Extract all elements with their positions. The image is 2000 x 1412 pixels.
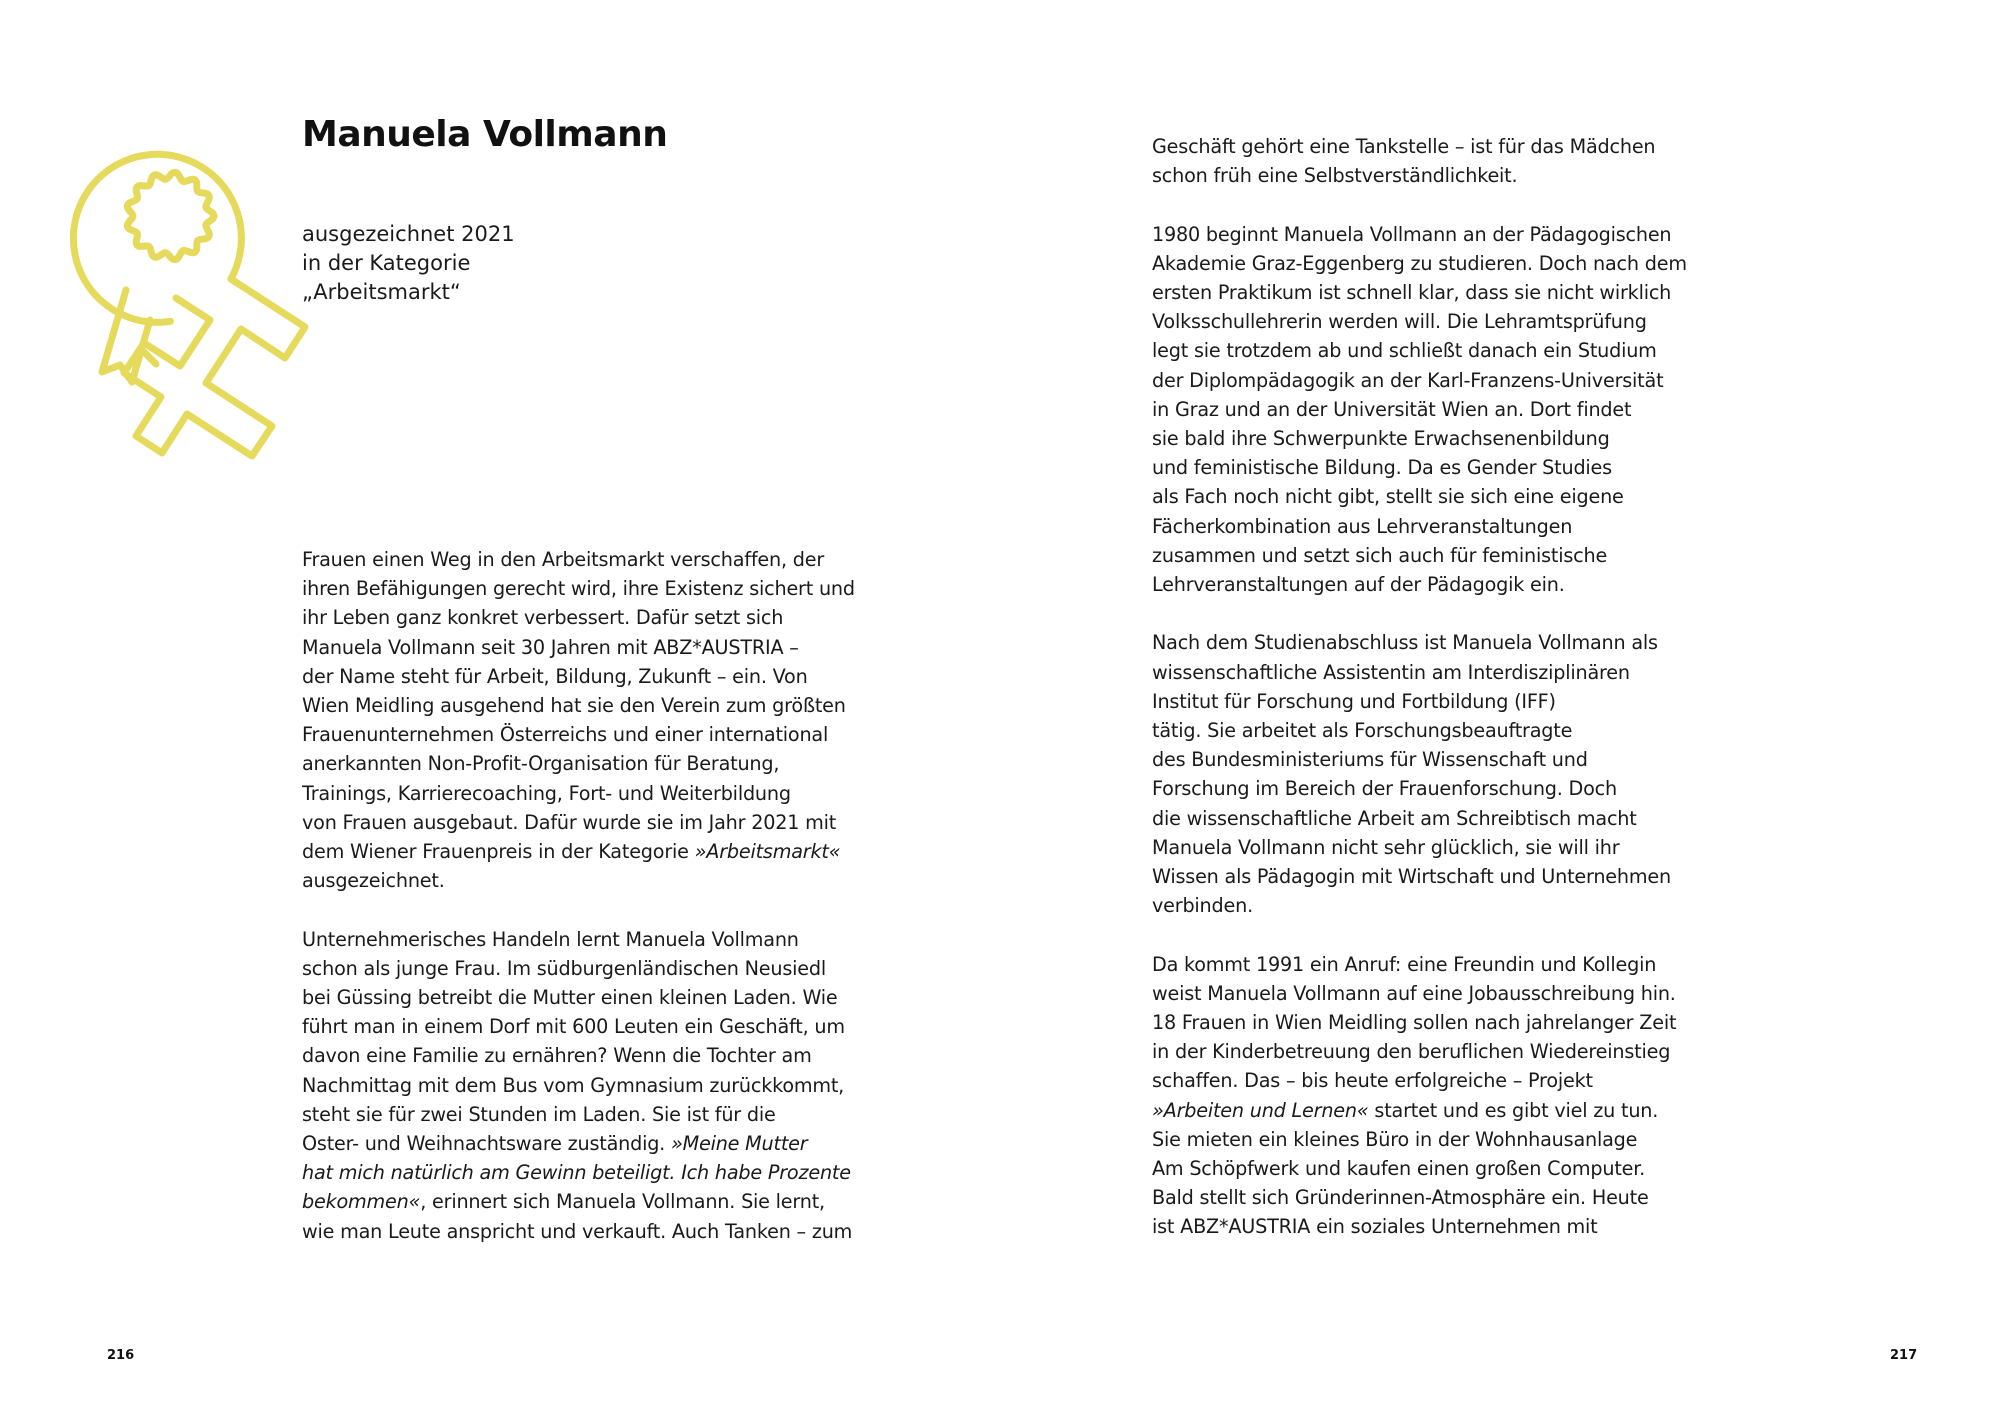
body-text: Manuela Vollmann seit 30 Jahren mit ABZ*AUSTRIA – <box>302 635 799 659</box>
body-text: Wien Meidling ausgehend hat sie den Verein zum größten <box>302 694 846 718</box>
body-text: ersten Praktikum ist schnell klar, dass sie nicht wirklich <box>1152 281 1672 304</box>
text-line <box>1152 161 1687 190</box>
venus-rosette-icon <box>52 120 322 470</box>
body-text: Nachmittag mit dem Bus vom Gymnasium zurückkommt, <box>302 1073 845 1097</box>
body-text: Geschäft gehört eine Tankstelle – ist für das Mädchen <box>1152 135 1656 158</box>
text-line <box>1152 979 1687 1008</box>
body-text: 18 Frauen in Wien Meidling sollen nach jahrelanger Zeit <box>1152 1011 1677 1035</box>
body-text: Am Schöpfwerk und kaufen einen großen Computer. <box>1152 1157 1646 1181</box>
body-text: Forschung im Bereich der Frauenforschung. Doch <box>1152 777 1617 801</box>
text-line <box>302 808 855 837</box>
text-line <box>1152 366 1687 395</box>
quote-text: bekommen« <box>302 1190 421 1214</box>
text-line <box>1152 307 1687 336</box>
paragraph <box>302 545 855 895</box>
text-line <box>1152 482 1687 511</box>
body-text: anerkannten Non-Profit-Organisation für Beratung, <box>302 752 780 776</box>
text-line <box>1152 336 1687 365</box>
text-column-left <box>302 545 855 1275</box>
text-line <box>1152 1066 1687 1095</box>
text-line <box>1152 804 1687 833</box>
body-text: führt man in einem Dorf mit 600 Leuten ein Geschäft, um <box>302 1015 845 1039</box>
body-text: Wissen als Pädagogin mit Wirtschaft und Unternehmen <box>1152 865 1671 889</box>
text-line <box>302 1129 855 1158</box>
text-line <box>1152 950 1687 979</box>
text-line <box>302 749 855 778</box>
text-line <box>302 779 855 808</box>
body-text: Lehrveranstaltungen auf der Pädagogik ein. <box>1152 573 1565 597</box>
body-text: Frauen einen Weg in den Arbeitsmarkt verschaffen, der <box>302 548 825 571</box>
body-text: tätig. Sie arbeitet als Forschungsbeauftragte <box>1152 719 1573 743</box>
body-text: Manuela Vollmann nicht sehr glücklich, sie will ihr <box>1152 835 1620 859</box>
text-line <box>302 837 855 866</box>
text-line <box>302 1012 855 1041</box>
body-text: der Name steht für Arbeit, Bildung, Zukunft – ein. Von <box>302 664 808 688</box>
body-text: weist Manuela Vollmann auf eine Jobausschreibung hin. <box>1152 981 1676 1005</box>
body-text: des Bundesministeriums für Wissenschaft und <box>1152 748 1588 772</box>
text-line <box>1152 628 1687 657</box>
body-text: ist ABZ*AUSTRIA ein soziales Unternehmen mit <box>1152 1215 1598 1239</box>
text-line <box>1152 220 1687 249</box>
quote-text: »Arbeiten und Lernen« <box>1152 1098 1369 1122</box>
text-line <box>1152 1008 1687 1037</box>
body-text: Sie mieten ein kleines Büro in der Wohnhausanlage <box>1152 1127 1638 1151</box>
body-text: Institut für Forschung und Fortbildung (IFF) <box>1152 689 1556 713</box>
text-line <box>302 691 855 720</box>
text-line <box>1152 1154 1687 1183</box>
body-text: startet und es gibt viel zu tun. <box>1368 1098 1659 1122</box>
text-line <box>302 954 855 983</box>
body-text: Volksschullehrerin werden will. Die Lehramtsprüfung <box>1152 310 1647 334</box>
text-line <box>1152 512 1687 541</box>
body-text: Trainings, Karrierecoaching, Fort- und Weiterbildung <box>302 781 791 805</box>
body-text: schaffen. Das – bis heute erfolgreiche – Projekt <box>1152 1069 1593 1093</box>
body-text: Bald stellt sich Gründerinnen-Atmosphäre ein. Heute <box>1152 1186 1649 1210</box>
text-line <box>1152 745 1687 774</box>
text-line <box>1152 570 1687 599</box>
text-line <box>1152 395 1687 424</box>
text-line <box>1152 1125 1687 1154</box>
award-category-label: in der Kategorie <box>302 251 471 275</box>
text-line <box>1152 774 1687 803</box>
text-line <box>1152 1037 1687 1066</box>
body-text: in der Kinderbetreuung den beruflichen Wiedereinstieg <box>1152 1040 1671 1064</box>
award-category: „Arbeitsmarkt“ <box>302 280 461 304</box>
body-text: schon als junge Frau. Im südburgenländischen Neusiedl <box>302 956 826 980</box>
text-line <box>302 1187 855 1216</box>
body-text: Nach dem Studienabschluss ist Manuela Vollmann als <box>1152 631 1658 655</box>
award-info <box>302 220 515 307</box>
body-text: Fächerkombination aus Lehrveranstaltungen <box>1152 514 1573 538</box>
body-text: Da kommt 1991 ein Anruf: eine Freundin und Kollegin <box>1152 952 1657 976</box>
body-text: ausgezeichnet. <box>302 869 445 893</box>
text-line <box>302 1158 855 1187</box>
body-text: wie man Leute anspricht und verkauft. Auch Tanken – zum <box>302 1219 853 1243</box>
body-text: wissenschaftliche Assistentin am Interdisziplinären <box>1152 660 1630 684</box>
text-line <box>302 1100 855 1129</box>
body-text: Akademie Graz-Eggenberg zu studieren. Doch nach dem <box>1152 251 1687 275</box>
text-line <box>1152 862 1687 891</box>
page-number-right: 217 <box>1890 1348 1918 1363</box>
paragraph <box>1152 220 1687 600</box>
award-year: ausgezeichnet 2021 <box>302 222 515 246</box>
text-line <box>302 866 855 895</box>
body-text: Unternehmerisches Handeln lernt Manuela Vollmann <box>302 927 799 951</box>
text-line <box>302 983 855 1012</box>
text-line <box>1152 1212 1687 1241</box>
body-text: ihren Befähigungen gerecht wird, ihre Existenz sichert und <box>302 577 855 601</box>
body-text: verbinden. <box>1152 894 1253 918</box>
text-line <box>1152 249 1687 278</box>
quote-text: hat mich natürlich am Gewinn beteiligt. Ich habe Prozente <box>302 1161 851 1185</box>
text-line <box>1152 424 1687 453</box>
body-text: und feministische Bildung. Da es Gender Studies <box>1152 456 1612 480</box>
text-line <box>302 1071 855 1100</box>
text-line <box>1152 716 1687 745</box>
text-line <box>1152 1096 1687 1125</box>
text-line <box>1152 541 1687 570</box>
quote-text: »Arbeitsmarkt« <box>694 840 841 864</box>
page-title: Manuela Vollmann <box>302 114 668 155</box>
text-line <box>1152 658 1687 687</box>
text-line <box>1152 453 1687 482</box>
text-column-right <box>1152 132 1687 1271</box>
body-text: schon früh eine Selbstverständlichkeit. <box>1152 164 1518 188</box>
text-line <box>1152 278 1687 307</box>
body-text: als Fach noch nicht gibt, stellt sie sich eine eigene <box>1152 485 1624 509</box>
body-text: bei Güssing betreibt die Mutter einen kleinen Laden. Wie <box>302 986 838 1010</box>
body-text: legt sie trotzdem ab und schließt danach ein Studium <box>1152 339 1657 363</box>
page-number-left: 216 <box>107 1348 135 1363</box>
text-line <box>1152 1183 1687 1212</box>
text-line <box>1152 132 1687 161</box>
text-line <box>302 633 855 662</box>
body-text: dem Wiener Frauenpreis in der Kategorie <box>302 840 695 864</box>
paragraph <box>302 925 855 1246</box>
body-text: von Frauen ausgebaut. Dafür wurde sie im Jahr 2021 mit <box>302 810 837 834</box>
text-line <box>302 603 855 632</box>
text-line <box>302 925 855 954</box>
text-line <box>302 662 855 691</box>
paragraph <box>1152 950 1687 1242</box>
body-text: Frauenunternehmen Österreichs und einer international <box>302 723 829 747</box>
text-line <box>1152 891 1687 920</box>
body-text: zusammen und setzt sich auch für feministische <box>1152 543 1608 567</box>
body-text: steht sie für zwei Stunden im Laden. Sie ist für die <box>302 1102 776 1126</box>
text-line <box>302 1217 855 1246</box>
paragraph <box>1152 132 1687 190</box>
body-text: davon eine Familie zu ernähren? Wenn die Tochter am <box>302 1044 812 1068</box>
text-line <box>1152 833 1687 862</box>
text-line <box>302 545 855 574</box>
body-text: die wissenschaftliche Arbeit am Schreibtisch macht <box>1152 806 1637 830</box>
text-line <box>1152 687 1687 716</box>
text-line <box>302 720 855 749</box>
quote-text: »Meine Mutter <box>670 1132 808 1156</box>
body-text: ihr Leben ganz konkret verbessert. Dafür setzt sich <box>302 606 784 630</box>
text-line <box>302 574 855 603</box>
body-text: der Diplompädagogik an der Karl-Franzens-Universität <box>1152 368 1664 392</box>
body-text: in Graz und an der Universität Wien an. Dort findet <box>1152 397 1632 421</box>
text-line <box>302 1041 855 1070</box>
paragraph <box>1152 628 1687 920</box>
body-text: Oster- und Weihnachtsware zuständig. <box>302 1132 671 1156</box>
body-text: 1980 beginnt Manuela Vollmann an der Pädagogischen <box>1152 222 1672 246</box>
body-text: , erinnert sich Manuela Vollmann. Sie lernt, <box>420 1190 825 1214</box>
body-text: sie bald ihre Schwerpunkte Erwachsenenbildung <box>1152 427 1610 451</box>
